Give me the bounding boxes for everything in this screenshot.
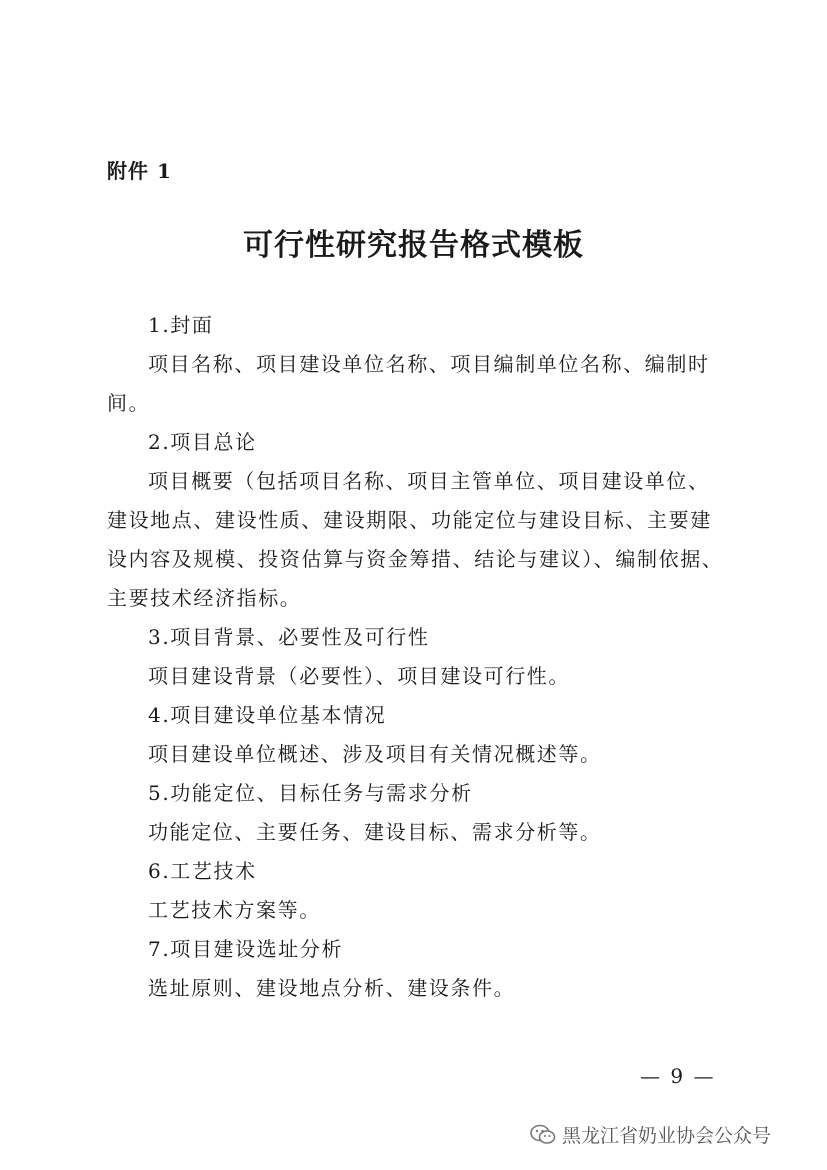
watermark-text: 黑龙江省奶业协会公众号 [562, 1125, 772, 1147]
document-title: 可行性研究报告格式模板 [243, 228, 584, 263]
section-heading: 2.项目总论 [148, 430, 257, 454]
section-heading: 1.封面 [148, 313, 214, 337]
section-content: 项目名称、项目建设单位名称、项目编制单位名称、编制时间。 [107, 352, 710, 415]
section-heading: 5.功能定位、目标任务与需求分析 [148, 781, 473, 805]
section-content: 工艺技术方案等。 [148, 898, 321, 922]
attachment-label: 附件 1 [107, 159, 172, 183]
wechat-icon [530, 1124, 556, 1146]
section-content: 功能定位、主要任务、建设目标、需求分析等。 [148, 820, 602, 844]
watermark [530, 1121, 771, 1148]
section-heading: 6.工艺技术 [148, 859, 257, 883]
section-heading: 7.项目建设选址分析 [148, 937, 344, 961]
section-content: 项目概要（包括项目名称、项目主管单位、项目建设单位、建设地点、建设性质、建设期限、功能定位与建设目标、主要建设内容及规模、投资估算与资金筹措、结论与建议）、编制依据、主要技术经济指标。 [107, 469, 724, 610]
section-heading: 4.项目建设单位基本情况 [148, 703, 387, 727]
section-content: 选址原则、建设地点分析、建设条件。 [148, 976, 516, 1000]
section-heading: 3.项目背景、必要性及可行性 [148, 625, 430, 649]
page-number: — 9 — [640, 1064, 716, 1088]
document-body [107, 306, 727, 1008]
section-content: 项目建设背景（必要性）、项目建设可行性。 [148, 664, 570, 688]
section-content: 项目建设单位概述、涉及项目有关情况概述等。 [148, 742, 602, 766]
